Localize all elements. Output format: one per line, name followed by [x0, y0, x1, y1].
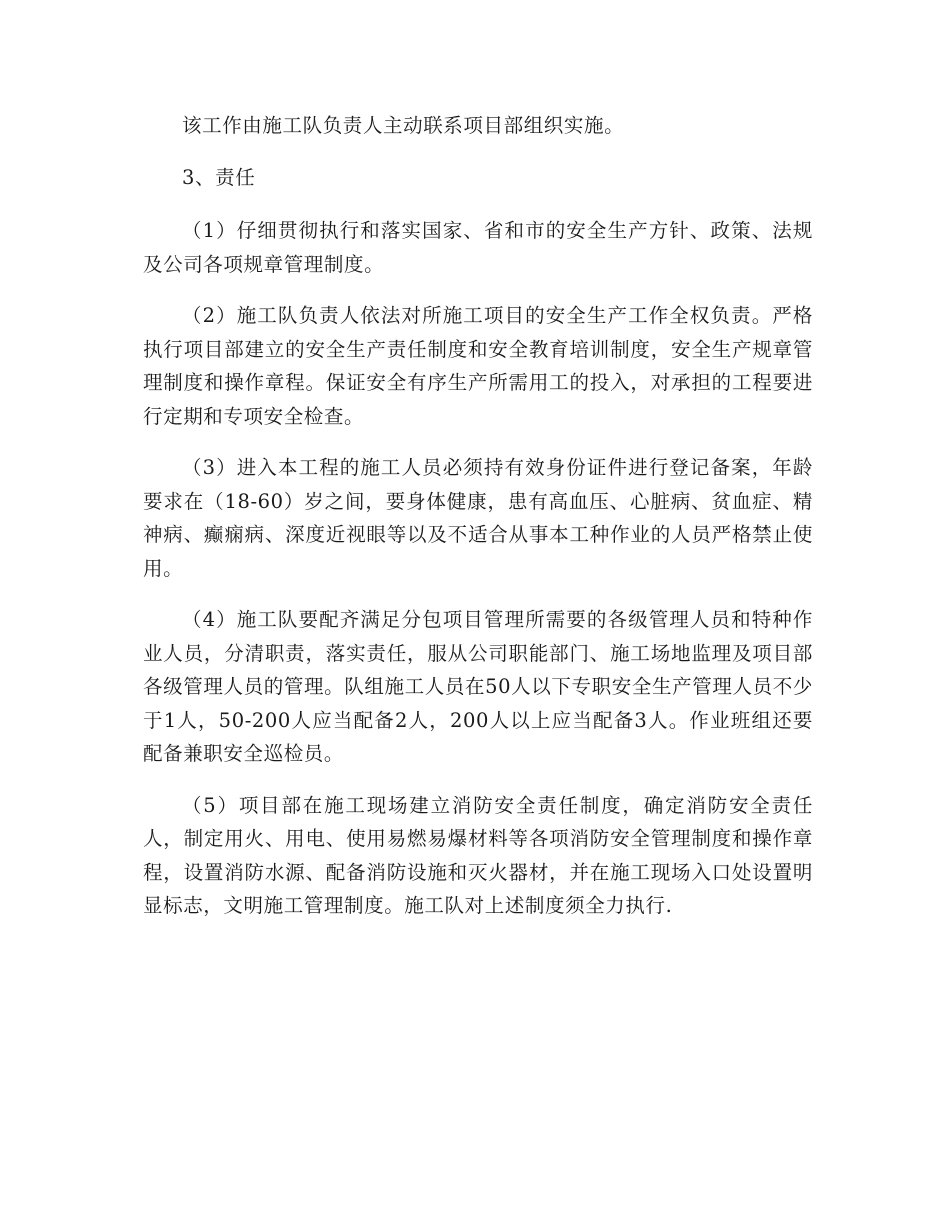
paragraph-item-4: （4）施工队要配齐满足分包项目管理所需要的各级管理人员和特种作业人员，分清职责，落实责任，服从公司职能部门、施工场地监理及项目部各级管理人员的管理。队组施工人员在50人以下专职安全生产管理人员不少于1人，50-200人应当配备2人，200人以上应当配备3人。作业班组还要配备兼职安全巡检员。 — [143, 608, 813, 765]
paragraph-item-1: （1）仔细贯彻执行和落实国家、省和市的安全生产方针、政策、法规及公司各项规章管理制度。 — [143, 219, 813, 276]
paragraph-item-5: （5）项目部在施工现场建立消防安全责任制度，确定消防安全责任人，制定用火、用电、使用易燃易爆材料等各项消防安全管理制度和操作章程，设置消防水源、配备消防设施和灭火器材，并在施工现场入口处设置明显标志，文明施工管理制度。施工队对上述制度须全力执行. — [143, 793, 813, 917]
paragraph-item-3: （3）进入本工程的施工人员必须持有效身份证件进行登记备案，年龄要求在（18-60）岁之间，要身体健康，患有高血压、心脏病、贫血症、精神病、癫痫病、深度近视眼等以及不适合从事本工种作业的人员严格禁止使用。 — [143, 456, 813, 580]
document-body — [143, 109, 813, 941]
section-heading-responsibility: 3、责任 — [182, 165, 256, 189]
paragraph-item-2: （2）施工队负责人依法对所施工项目的安全生产工作全权负责。严格执行项目部建立的安全生产责任制度和安全教育培训制度，安全生产规章管理制度和操作章程。保证安全有序生产所需用工的投入，对承担的工程要进行定期和专项安全检查。 — [143, 304, 813, 428]
paragraph-intro: 该工作由施工队负责人主动联系项目部组织实施。 — [182, 114, 625, 137]
